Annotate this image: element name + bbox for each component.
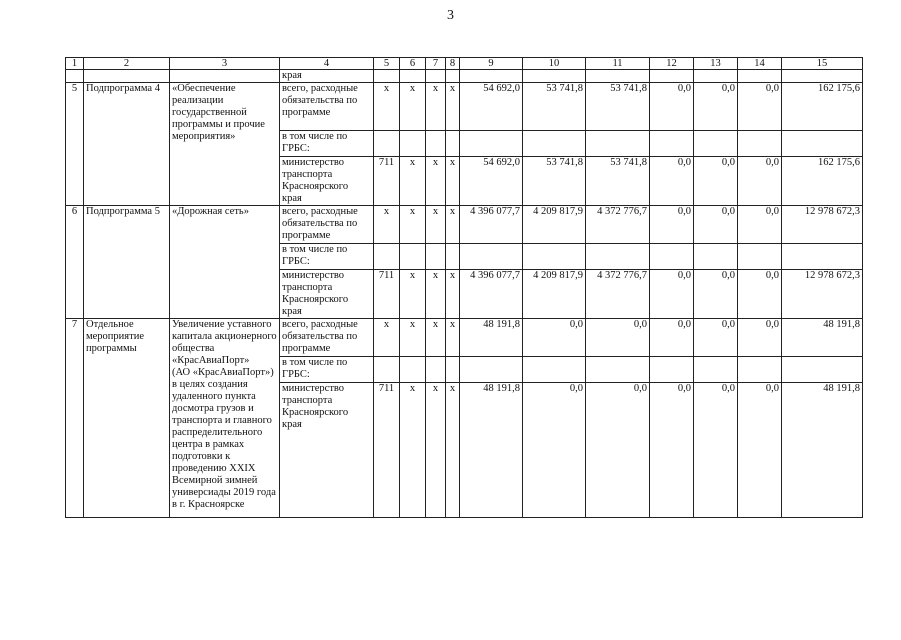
cell-line: обязательства по [282, 218, 358, 229]
table-row [66, 83, 863, 131]
amount-cell: 0,0 [738, 206, 782, 244]
table-row [66, 206, 863, 244]
cell-line: Красноярского [282, 181, 349, 192]
cell-line: капитала акционерного [172, 331, 277, 342]
expense-category [280, 244, 374, 270]
amount-cell: 53 741,8 [523, 83, 586, 131]
expense-category [280, 270, 374, 319]
col-header: 3 [170, 58, 280, 70]
amount-cell: 162 175,6 [782, 83, 863, 131]
cell-line: всего, расходные [282, 206, 358, 217]
cell-line: проведению XXIX [172, 463, 256, 474]
amount-cell: 0,0 [650, 83, 694, 131]
amount-cell [738, 131, 782, 157]
code-cell: 711 [374, 383, 400, 518]
amount-cell [523, 244, 586, 270]
program-name: Подпрограмма 4 [84, 83, 170, 206]
cell-line: удаленного пункта [172, 391, 256, 402]
col-header: 7 [426, 58, 446, 70]
col-header: 2 [84, 58, 170, 70]
carry-over-text: края [280, 70, 374, 83]
code-cell: x [400, 157, 426, 206]
program-name [84, 319, 170, 518]
code-cell: 711 [374, 157, 400, 206]
code-cell: x [374, 319, 400, 357]
amount-cell [782, 244, 863, 270]
amount-cell: 0,0 [650, 206, 694, 244]
code-cell: 711 [374, 270, 400, 319]
col-header: 14 [738, 58, 782, 70]
amount-cell: 12 978 672,3 [782, 206, 863, 244]
cell-line: транспорта [282, 169, 333, 180]
code-cell [400, 357, 426, 383]
expense-category [280, 157, 374, 206]
code-cell [426, 131, 446, 157]
cell-line: министерство [282, 270, 345, 281]
amount-cell: 4 396 077,7 [460, 270, 523, 319]
amount-cell: 0,0 [694, 83, 738, 131]
amount-cell: 0,0 [650, 383, 694, 518]
col-header: 10 [523, 58, 586, 70]
code-cell: x [446, 157, 460, 206]
amount-cell [738, 244, 782, 270]
expense-category [280, 206, 374, 244]
code-cell [446, 357, 460, 383]
amount-cell: 0,0 [523, 383, 586, 518]
budget-table [65, 57, 863, 518]
code-cell: x [446, 319, 460, 357]
code-cell: x [400, 383, 426, 518]
cell-line: «Дорожная сеть» [172, 206, 249, 217]
cell-line: Красноярского [282, 294, 349, 305]
code-cell: x [446, 383, 460, 518]
program-title [170, 206, 280, 319]
expense-category [280, 319, 374, 357]
amount-cell [694, 357, 738, 383]
amount-cell: 48 191,8 [460, 319, 523, 357]
expense-category [280, 83, 374, 131]
cell-line: ГРБС: [282, 369, 310, 380]
amount-cell: 53 741,8 [586, 157, 650, 206]
code-cell: x [374, 206, 400, 244]
amount-cell: 0,0 [694, 319, 738, 357]
col-header: 13 [694, 58, 738, 70]
amount-cell: 0,0 [738, 157, 782, 206]
amount-cell: 0,0 [650, 157, 694, 206]
code-cell: x [400, 83, 426, 131]
amount-cell: 53 741,8 [586, 83, 650, 131]
amount-cell: 0,0 [738, 83, 782, 131]
amount-cell: 48 191,8 [782, 319, 863, 357]
cell-line: Отдельное [86, 319, 134, 330]
cell-line: «Обеспечение [172, 83, 236, 94]
cell-line: ГРБС: [282, 143, 310, 154]
code-cell: x [446, 270, 460, 319]
cell-line: программе [282, 107, 331, 118]
cell-line: реализации [172, 95, 224, 106]
amount-cell: 12 978 672,3 [782, 270, 863, 319]
amount-cell: 48 191,8 [782, 383, 863, 518]
cell-line: транспорта и главного [172, 415, 272, 426]
amount-cell: 4 372 776,7 [586, 206, 650, 244]
amount-cell: 0,0 [738, 383, 782, 518]
code-cell: x [400, 270, 426, 319]
cell-line: общества [172, 343, 215, 354]
amount-cell [782, 357, 863, 383]
amount-cell: 0,0 [694, 270, 738, 319]
cell-line: Увеличение уставного [172, 319, 272, 330]
amount-cell: 0,0 [694, 206, 738, 244]
cell-line: центра в рамках [172, 439, 245, 450]
expense-category [280, 131, 374, 157]
amount-cell: 0,0 [586, 319, 650, 357]
cell-line: мероприятия» [172, 131, 236, 142]
code-cell [374, 357, 400, 383]
amount-cell: 4 209 817,9 [523, 206, 586, 244]
amount-cell: 4 209 817,9 [523, 270, 586, 319]
amount-cell: 0,0 [738, 319, 782, 357]
cell-line: Всемирной зимней [172, 475, 258, 486]
amount-cell: 0,0 [650, 319, 694, 357]
code-cell: x [400, 319, 426, 357]
code-cell: x [426, 319, 446, 357]
amount-cell: 162 175,6 [782, 157, 863, 206]
cell-line: (АО «КрасАвиаПорт») [172, 367, 274, 378]
amount-cell: 48 191,8 [460, 383, 523, 518]
amount-cell: 0,0 [738, 270, 782, 319]
col-header: 4 [280, 58, 374, 70]
cell-line: программе [282, 343, 331, 354]
col-header: 5 [374, 58, 400, 70]
code-cell: x [426, 270, 446, 319]
code-cell [426, 357, 446, 383]
table-row [66, 319, 863, 357]
cell-line: Красноярского [282, 407, 349, 418]
amount-cell [650, 131, 694, 157]
cell-line: в том числе по [282, 131, 348, 142]
row-number: 5 [66, 83, 84, 206]
col-header: 1 [66, 58, 84, 70]
cell-line: ГРБС: [282, 256, 310, 267]
carry-over-row [66, 70, 863, 83]
amount-cell [586, 131, 650, 157]
program-title [170, 319, 280, 518]
page-number: 3 [447, 8, 454, 23]
cell-line: государственной [172, 107, 247, 118]
cell-line: универсиады 2019 года [172, 487, 276, 498]
cell-line: транспорта [282, 282, 333, 293]
cell-line: министерство [282, 157, 345, 168]
amount-cell: 54 692,0 [460, 157, 523, 206]
cell-line: края [282, 193, 302, 204]
cell-line: министерство [282, 383, 345, 394]
cell-line: мероприятие [86, 331, 144, 342]
col-header: 6 [400, 58, 426, 70]
code-cell: x [426, 383, 446, 518]
cell-line: программы [86, 343, 137, 354]
code-cell [426, 244, 446, 270]
code-cell [374, 131, 400, 157]
amount-cell [523, 357, 586, 383]
cell-line: всего, расходные [282, 83, 358, 94]
cell-line: края [282, 419, 302, 430]
cell-line: программе [282, 230, 331, 241]
program-name: Подпрограмма 5 [84, 206, 170, 319]
code-cell: x [426, 157, 446, 206]
code-cell [374, 244, 400, 270]
code-cell: x [446, 206, 460, 244]
col-header: 9 [460, 58, 523, 70]
cell-line: «КрасАвиаПорт» [172, 355, 250, 366]
expense-category [280, 383, 374, 518]
amount-cell [782, 131, 863, 157]
amount-cell [694, 131, 738, 157]
code-cell: x [374, 83, 400, 131]
header-row [66, 58, 863, 70]
row-number: 7 [66, 319, 84, 518]
cell-line: обязательства по [282, 331, 358, 342]
amount-cell [650, 357, 694, 383]
cell-line: обязательства по [282, 95, 358, 106]
amount-cell [650, 244, 694, 270]
cell-line: транспорта [282, 395, 333, 406]
code-cell: x [446, 83, 460, 131]
cell-line: края [282, 306, 302, 317]
amount-cell [460, 244, 523, 270]
code-cell [446, 131, 460, 157]
code-cell [400, 131, 426, 157]
cell-line: в целях создания [172, 379, 248, 390]
amount-cell: 0,0 [694, 383, 738, 518]
cell-line: в г. Красноярске [172, 499, 245, 510]
amount-cell: 53 741,8 [523, 157, 586, 206]
amount-cell: 4 372 776,7 [586, 270, 650, 319]
program-title [170, 83, 280, 206]
amount-cell [460, 357, 523, 383]
code-cell [400, 244, 426, 270]
code-cell: x [400, 206, 426, 244]
amount-cell [694, 244, 738, 270]
cell-line: в том числе по [282, 357, 348, 368]
col-header: 12 [650, 58, 694, 70]
expense-category [280, 357, 374, 383]
cell-line: всего, расходные [282, 319, 358, 330]
col-header: 15 [782, 58, 863, 70]
cell-line: подготовки к [172, 451, 231, 462]
amount-cell: 0,0 [523, 319, 586, 357]
amount-cell: 0,0 [650, 270, 694, 319]
amount-cell: 0,0 [586, 383, 650, 518]
cell-line: в том числе по [282, 244, 348, 255]
amount-cell: 4 396 077,7 [460, 206, 523, 244]
amount-cell [460, 131, 523, 157]
col-header: 8 [446, 58, 460, 70]
amount-cell [738, 357, 782, 383]
code-cell [446, 244, 460, 270]
amount-cell: 54 692,0 [460, 83, 523, 131]
amount-cell [523, 131, 586, 157]
code-cell: x [426, 206, 446, 244]
col-header: 11 [586, 58, 650, 70]
cell-line: программы и прочие [172, 119, 265, 130]
amount-cell [586, 357, 650, 383]
amount-cell: 0,0 [694, 157, 738, 206]
row-number: 6 [66, 206, 84, 319]
code-cell: x [426, 83, 446, 131]
amount-cell [586, 244, 650, 270]
cell-line: досмотра грузов и [172, 403, 254, 414]
cell-line: распределительного [172, 427, 263, 438]
